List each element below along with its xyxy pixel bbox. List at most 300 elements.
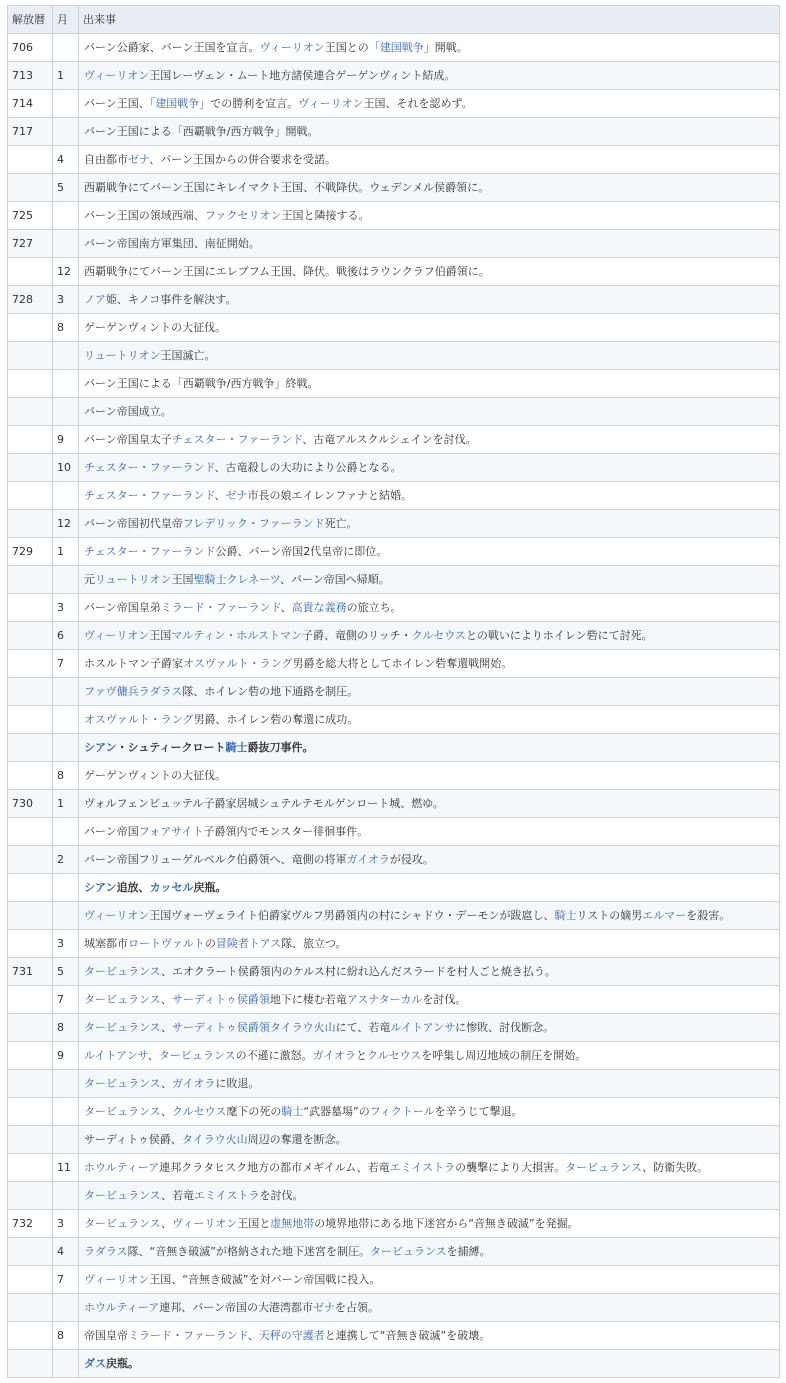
- event-cell: [79, 202, 780, 230]
- event-link[interactable]: タービュランス: [84, 1189, 161, 1202]
- event-link[interactable]: ダス: [84, 1357, 106, 1370]
- event-text: 男爵を総大将としてホイレン砦奪還戦開始。: [292, 657, 513, 670]
- month-cell: 11: [53, 1154, 79, 1182]
- event-link[interactable]: ヴィーリオン: [259, 41, 325, 54]
- month-cell: 12: [53, 258, 79, 286]
- event-text: ヴォルフェンビュッテル子爵家居城シュテルテモルゲンロート城、燃ゆ。: [84, 797, 444, 810]
- month-cell: [53, 566, 79, 594]
- event-link[interactable]: ルイトアンサ: [84, 1049, 148, 1062]
- event-cell: [79, 538, 780, 566]
- event-cell: [79, 146, 780, 174]
- event-text: に惨敗、討伐断念。: [455, 1021, 555, 1034]
- event-cell: [79, 426, 780, 454]
- event-cell: [79, 902, 780, 930]
- event-link[interactable]: ミラード・ファーランド: [160, 601, 281, 614]
- year-cell: [8, 818, 53, 846]
- year-cell: [8, 594, 53, 622]
- event-link[interactable]: クルセウス: [366, 1049, 422, 1062]
- event-text: 元: [84, 573, 95, 586]
- event-cell: [79, 398, 780, 426]
- event-text: の襲撃により大損害。: [455, 1161, 566, 1174]
- table-row: [8, 454, 780, 482]
- table-row: [8, 874, 780, 902]
- month-cell: 7: [53, 650, 79, 678]
- year-cell: [8, 146, 53, 174]
- year-cell: [8, 650, 53, 678]
- month-cell: 8: [53, 314, 79, 342]
- event-text: 追放、: [116, 881, 150, 894]
- table-row: [8, 622, 780, 650]
- event-link[interactable]: 聖騎士: [193, 573, 227, 586]
- table-row: [8, 650, 780, 678]
- event-text: を占領。: [335, 1301, 380, 1314]
- event-text: と: [355, 1049, 367, 1062]
- event-link[interactable]: タービュランス: [84, 965, 161, 978]
- event-text: 、: [214, 489, 226, 502]
- month-cell: 12: [53, 510, 79, 538]
- year-cell: 727: [8, 230, 53, 258]
- event-text: 」での勝利を宣言。: [199, 97, 299, 110]
- event-link[interactable]: チェスター・ファーランド: [84, 461, 215, 474]
- event-text: が侵攻。: [389, 853, 434, 866]
- event-cell: [79, 790, 780, 818]
- event-link[interactable]: タイラウ火山: [269, 1021, 336, 1034]
- event-text: 自由都市: [84, 153, 128, 166]
- event-link[interactable]: エミイストラ: [194, 1189, 260, 1202]
- event-link[interactable]: タービュランス: [369, 1245, 447, 1258]
- year-cell: [8, 874, 53, 902]
- event-link[interactable]: タービュランス: [84, 1021, 161, 1034]
- year-cell: [8, 566, 53, 594]
- event-text: 、: [247, 1329, 259, 1342]
- event-text: バーン公爵家、バーン王国を宣言。: [84, 41, 260, 54]
- event-text: バーン王国による「西覇戦争/西方戦争」開戦。: [84, 125, 319, 138]
- table-row: [8, 398, 780, 426]
- event-cell: [79, 566, 780, 594]
- event-text: バーン帝国皇太子: [84, 433, 172, 446]
- year-cell: [8, 706, 53, 734]
- month-cell: [53, 1182, 79, 1210]
- table-row: [8, 286, 780, 314]
- month-cell: 10: [53, 454, 79, 482]
- event-cell: [79, 34, 780, 62]
- event-cell: [79, 258, 780, 286]
- event-link[interactable]: サーディトゥ侯爵領: [172, 1021, 270, 1034]
- event-text: との戦いによりホイレン砦にて討死。: [465, 629, 653, 642]
- event-cell: [79, 62, 780, 90]
- header-month: 月: [53, 6, 79, 34]
- table-row: [8, 118, 780, 146]
- event-link[interactable]: ガイオラ: [172, 1077, 216, 1090]
- table-row: [8, 790, 780, 818]
- month-cell: 4: [53, 1238, 79, 1266]
- event-link[interactable]: チェスター・ファーランド: [171, 433, 303, 446]
- event-link[interactable]: シアン: [84, 741, 117, 754]
- month-cell: [53, 482, 79, 510]
- month-cell: 5: [53, 174, 79, 202]
- event-text: ゲーゲンヴィントの大征伐。: [84, 769, 227, 782]
- event-cell: [79, 454, 780, 482]
- event-text: 王国、“音無き破滅”を対バーン帝国戦に投入。: [149, 1273, 381, 1286]
- table-row: [8, 258, 780, 286]
- table-row: [8, 678, 780, 706]
- month-cell: [53, 398, 79, 426]
- event-link[interactable]: カッセル: [149, 881, 194, 894]
- year-cell: 714: [8, 90, 53, 118]
- event-text: 王国ヴォーヴェライト伯爵家ヴルフ男爵領内の村にシャドウ・デーモンが跋扈し、: [149, 909, 555, 922]
- table-row: [8, 1294, 780, 1322]
- event-link[interactable]: タービュランス: [84, 993, 161, 1006]
- year-cell: [8, 734, 53, 762]
- event-text: 隊、“音無き破滅”が格納された地下迷宮を制圧。: [127, 1245, 370, 1258]
- event-link[interactable]: ホウルティーア: [84, 1161, 160, 1174]
- year-cell: [8, 1154, 53, 1182]
- event-text: バーン帝国南方軍集団、南征開始。: [84, 237, 260, 250]
- event-text: 死亡。: [324, 517, 358, 530]
- event-cell: [79, 1154, 780, 1182]
- event-text: 、防衛失敗。: [642, 1161, 709, 1174]
- event-link[interactable]: トアス: [248, 937, 282, 950]
- event-link[interactable]: フィクトール: [369, 1105, 435, 1118]
- event-text: を捕縛。: [446, 1245, 491, 1258]
- event-link[interactable]: チェスター・ファーランド: [84, 545, 216, 558]
- table-row: [8, 202, 780, 230]
- event-text: 子爵領内でモンスター徘徊事件。: [203, 825, 369, 838]
- event-text: 王国、それを認めず。: [363, 97, 473, 110]
- event-text: の旅立ち。: [346, 601, 402, 614]
- event-link[interactable]: ヴィーリオン: [84, 909, 150, 922]
- month-cell: [53, 1294, 79, 1322]
- event-cell: [79, 482, 780, 510]
- month-cell: [53, 370, 79, 398]
- event-link[interactable]: フレデリック・ファーランド: [182, 517, 325, 530]
- event-text: を討伐。: [422, 993, 467, 1006]
- event-cell: [79, 1070, 780, 1098]
- event-link[interactable]: タービュランス: [158, 1049, 236, 1062]
- event-link[interactable]: シアン: [84, 881, 117, 894]
- month-cell: 1: [53, 62, 79, 90]
- month-cell: [53, 1126, 79, 1154]
- year-cell: [8, 762, 53, 790]
- event-link[interactable]: ヴィーリオン: [84, 69, 150, 82]
- month-cell: [53, 90, 79, 118]
- event-text: 、バーン帝国へ帰順。: [280, 573, 390, 586]
- table-row: [8, 510, 780, 538]
- event-link[interactable]: ロートヴァルト: [128, 937, 205, 950]
- year-cell: [8, 342, 53, 370]
- year-cell: [8, 622, 53, 650]
- event-text: 王国レーヴェン・ムート地方諸侯連合ゲーゲンヴィント結成。: [149, 69, 456, 82]
- table-row: [8, 62, 780, 90]
- table-row: [8, 594, 780, 622]
- table-row: [8, 482, 780, 510]
- history-table-body: [8, 34, 780, 1378]
- event-link[interactable]: 冒険者: [215, 937, 249, 950]
- table-row: [8, 1014, 780, 1042]
- event-link[interactable]: ヴィーリオン: [84, 1273, 150, 1286]
- month-cell: [53, 1350, 79, 1378]
- event-cell: [79, 1238, 780, 1266]
- year-cell: [8, 1266, 53, 1294]
- event-text: 隊、ホイレン砦の地下通路を制圧。: [182, 685, 359, 698]
- table-row: [8, 902, 780, 930]
- event-link[interactable]: ヴィーリオン: [172, 1217, 238, 1230]
- event-text: 連邦、バーン帝国の大港湾都市: [159, 1301, 314, 1314]
- event-text: 子爵、竜側のリッチ・: [302, 629, 412, 642]
- year-cell: [8, 1098, 53, 1126]
- event-link[interactable]: クルセウス: [172, 1105, 227, 1118]
- event-link[interactable]: タービュランス: [565, 1161, 643, 1174]
- month-cell: 1: [53, 538, 79, 566]
- month-cell: 7: [53, 1266, 79, 1294]
- event-text: バーン王国、「: [84, 97, 156, 110]
- event-text: ・シュティークロート: [116, 741, 226, 754]
- event-link[interactable]: タービュランス: [84, 1105, 161, 1118]
- event-cell: [79, 678, 780, 706]
- table-row: [8, 342, 780, 370]
- month-cell: 1: [53, 790, 79, 818]
- year-cell: [8, 426, 53, 454]
- year-cell: [8, 1126, 53, 1154]
- event-cell: [79, 342, 780, 370]
- year-cell: [8, 370, 53, 398]
- event-link[interactable]: リュートリオン: [84, 349, 161, 362]
- event-text: バーン王国の領域西端、: [84, 209, 205, 222]
- event-text: 、バーン王国からの併合要求を受諾。: [149, 153, 337, 166]
- month-cell: 8: [53, 1322, 79, 1350]
- month-cell: [53, 230, 79, 258]
- month-cell: [53, 818, 79, 846]
- month-cell: 5: [53, 958, 79, 986]
- event-link[interactable]: クルセウス: [411, 629, 466, 642]
- event-cell: [79, 90, 780, 118]
- event-cell: [79, 1266, 780, 1294]
- event-link[interactable]: 騎士: [554, 909, 577, 922]
- event-text: 、古竜殺しの大功により公爵となる。: [214, 461, 402, 474]
- event-text: 西覇戦争にてバーン王国にエレブフム王国、降伏。戦後はラウンクラフ伯爵領に。: [84, 265, 490, 278]
- event-text: の不遜に激怒。: [235, 1049, 313, 1062]
- table-row: [8, 930, 780, 958]
- event-link[interactable]: タービュランス: [84, 1077, 161, 1090]
- event-cell: [79, 734, 780, 762]
- event-cell: [79, 174, 780, 202]
- month-cell: 3: [53, 286, 79, 314]
- year-cell: [8, 398, 53, 426]
- event-cell: [79, 1126, 780, 1154]
- event-link[interactable]: リュートリオン: [95, 573, 172, 586]
- year-cell: [8, 510, 53, 538]
- table-row: [8, 174, 780, 202]
- year-cell: [8, 1294, 53, 1322]
- event-link[interactable]: 騎士: [225, 741, 248, 754]
- event-cell: [79, 650, 780, 678]
- event-text: を討伐。: [259, 1189, 304, 1202]
- month-cell: 8: [53, 1014, 79, 1042]
- table-row: [8, 734, 780, 762]
- month-cell: [53, 678, 79, 706]
- year-cell: 713: [8, 62, 53, 90]
- event-link[interactable]: 虚無地帯: [270, 1217, 315, 1230]
- event-link[interactable]: オスヴァルト・ラング: [84, 713, 194, 726]
- event-text: 、: [161, 1077, 172, 1090]
- month-cell: [53, 902, 79, 930]
- table-row: [8, 1070, 780, 1098]
- year-cell: [8, 454, 53, 482]
- month-cell: [53, 1070, 79, 1098]
- event-text: 公爵、バーン帝国2代皇帝に即位。: [215, 545, 388, 558]
- event-text: 、: [280, 601, 292, 614]
- year-cell: [8, 1322, 53, 1350]
- event-cell: [79, 1350, 780, 1378]
- header-year: 解放暦: [8, 6, 53, 34]
- event-cell: [79, 118, 780, 146]
- event-cell: [79, 622, 780, 650]
- event-link[interactable]: 建国戦争: [155, 97, 200, 110]
- event-text: バーン帝国皇弟: [84, 601, 161, 614]
- event-link[interactable]: ヴィーリオン: [298, 97, 364, 110]
- event-link[interactable]: ホウルティーア: [84, 1301, 160, 1314]
- table-row: [8, 1266, 780, 1294]
- month-cell: [53, 342, 79, 370]
- event-text: ホスルトマン子爵家: [84, 657, 183, 670]
- event-link[interactable]: ゼナ: [128, 153, 150, 166]
- event-text: サーディトゥ侯爵、: [84, 1133, 182, 1146]
- event-text: 帝国皇帝: [84, 1329, 128, 1342]
- table-row: [8, 34, 780, 62]
- event-link[interactable]: サーディトゥ侯爵領: [172, 993, 270, 1006]
- event-link[interactable]: エミイストラ: [389, 1161, 456, 1174]
- table-row: [8, 1182, 780, 1210]
- event-link[interactable]: タービュランス: [84, 1217, 161, 1230]
- event-text: 、: [147, 1049, 159, 1062]
- table-row: [8, 986, 780, 1014]
- year-cell: [8, 1238, 53, 1266]
- event-text: 戻瓶。: [193, 881, 227, 894]
- event-link[interactable]: ヴィーリオン: [84, 629, 150, 642]
- event-link[interactable]: クレネーツ: [226, 573, 281, 586]
- month-cell: 2: [53, 846, 79, 874]
- event-cell: [79, 286, 780, 314]
- table-row: [8, 314, 780, 342]
- event-text: 王国: [149, 629, 172, 642]
- year-cell: 728: [8, 286, 53, 314]
- month-cell: 6: [53, 622, 79, 650]
- year-cell: [8, 314, 53, 342]
- event-link[interactable]: ガイオラ: [312, 1049, 356, 1062]
- event-link[interactable]: チェスター・ファーランド: [84, 489, 215, 502]
- year-cell: [8, 482, 53, 510]
- month-cell: 3: [53, 930, 79, 958]
- event-link[interactable]: ゼナ: [225, 489, 248, 502]
- event-text: 、古竜アルスクルシェインを討伐。: [302, 433, 477, 446]
- event-text: 、: [161, 1217, 172, 1230]
- event-cell: [79, 1322, 780, 1350]
- event-link[interactable]: タイラウ火山: [181, 1133, 248, 1146]
- event-link[interactable]: ファヴ傭兵: [84, 685, 139, 698]
- event-link[interactable]: ミラード・ファーランド: [128, 1329, 248, 1342]
- month-cell: [53, 1098, 79, 1126]
- event-text: 、若竜: [161, 1189, 194, 1202]
- year-cell: [8, 986, 53, 1014]
- event-text: バーン王国による「西覇戦争/西方戦争」終戦。: [84, 377, 319, 390]
- event-text: にて、若竜: [335, 1021, 391, 1034]
- event-text: を辛うじて撃退。: [434, 1105, 523, 1118]
- event-text: リストの嫡男: [576, 909, 643, 922]
- event-link[interactable]: ファクセリオン: [204, 209, 282, 222]
- month-cell: [53, 118, 79, 146]
- event-text: バーン帝国フリューゲルベルク伯爵領へ、竜側の将軍: [84, 853, 347, 866]
- event-text: 隊、旅立つ。: [281, 937, 347, 950]
- event-text: 、: [161, 1021, 172, 1034]
- event-text: 周辺の奪還を断念。: [247, 1133, 347, 1146]
- table-row: [8, 818, 780, 846]
- event-cell: [79, 986, 780, 1014]
- event-text: 王国滅亡。: [160, 349, 216, 362]
- event-link[interactable]: ゼナ: [313, 1301, 336, 1314]
- event-link[interactable]: 騎士: [281, 1105, 304, 1118]
- month-cell: [53, 874, 79, 902]
- event-text: に敗退。: [215, 1077, 260, 1090]
- header-event: 出来事: [79, 6, 780, 34]
- event-link[interactable]: ラダラス: [84, 1245, 128, 1258]
- event-text: 、エオクラート侯爵領内のケルス村に紛れ込んだスラードを村人ごと焼き払う。: [161, 965, 556, 978]
- event-cell: [79, 1042, 780, 1070]
- event-link[interactable]: マルティン・ホルストマン: [171, 629, 303, 642]
- event-link[interactable]: エルマー: [642, 909, 687, 922]
- event-text: バーン帝国初代皇帝: [84, 517, 183, 530]
- event-link[interactable]: ノア: [84, 293, 106, 306]
- year-cell: [8, 1350, 53, 1378]
- table-row: [8, 538, 780, 566]
- event-link[interactable]: ルイトアンサ: [390, 1021, 456, 1034]
- month-cell: [53, 34, 79, 62]
- year-cell: [8, 1182, 53, 1210]
- table-row: [8, 146, 780, 174]
- table-row: [8, 426, 780, 454]
- event-link[interactable]: ラダラス: [138, 685, 183, 698]
- event-text: ゲーゲンヴィントの大征伐。: [84, 321, 227, 334]
- event-link[interactable]: 天秤の守護者: [258, 1329, 325, 1342]
- event-text: 王国と隣接する。: [281, 209, 370, 222]
- event-cell: [79, 818, 780, 846]
- event-cell: [79, 1098, 780, 1126]
- table-row: [8, 1126, 780, 1154]
- table-row: [8, 90, 780, 118]
- table-row: [8, 1098, 780, 1126]
- table-row: [8, 706, 780, 734]
- header-row: [8, 6, 780, 34]
- event-link[interactable]: オスヴァルト・ラング: [183, 657, 293, 670]
- event-cell: [79, 846, 780, 874]
- event-text: 連邦クラタヒスク地方の都市メギイルム、若竜: [159, 1161, 390, 1174]
- event-text: 西覇戦争にてバーン王国にキレイマクト王国、不戦降伏。ウェデンメル侯爵領に。: [84, 181, 490, 194]
- event-cell: [79, 762, 780, 790]
- table-row: [8, 566, 780, 594]
- event-text: の境界地帯にある地下迷宮から“音無き破滅”を発掘。: [314, 1217, 579, 1230]
- month-cell: 3: [53, 594, 79, 622]
- event-cell: [79, 958, 780, 986]
- history-table: [7, 5, 780, 1378]
- event-link[interactable]: フォアサイト: [138, 825, 204, 838]
- event-link[interactable]: 高貴な義務: [291, 601, 347, 614]
- event-link[interactable]: アスナターカル: [346, 993, 423, 1006]
- event-link[interactable]: 建国戦争: [379, 41, 424, 54]
- year-cell: [8, 846, 53, 874]
- event-text: 地下に棲む若竜: [269, 993, 347, 1006]
- year-cell: [8, 930, 53, 958]
- month-cell: [53, 734, 79, 762]
- event-link[interactable]: ガイオラ: [346, 853, 390, 866]
